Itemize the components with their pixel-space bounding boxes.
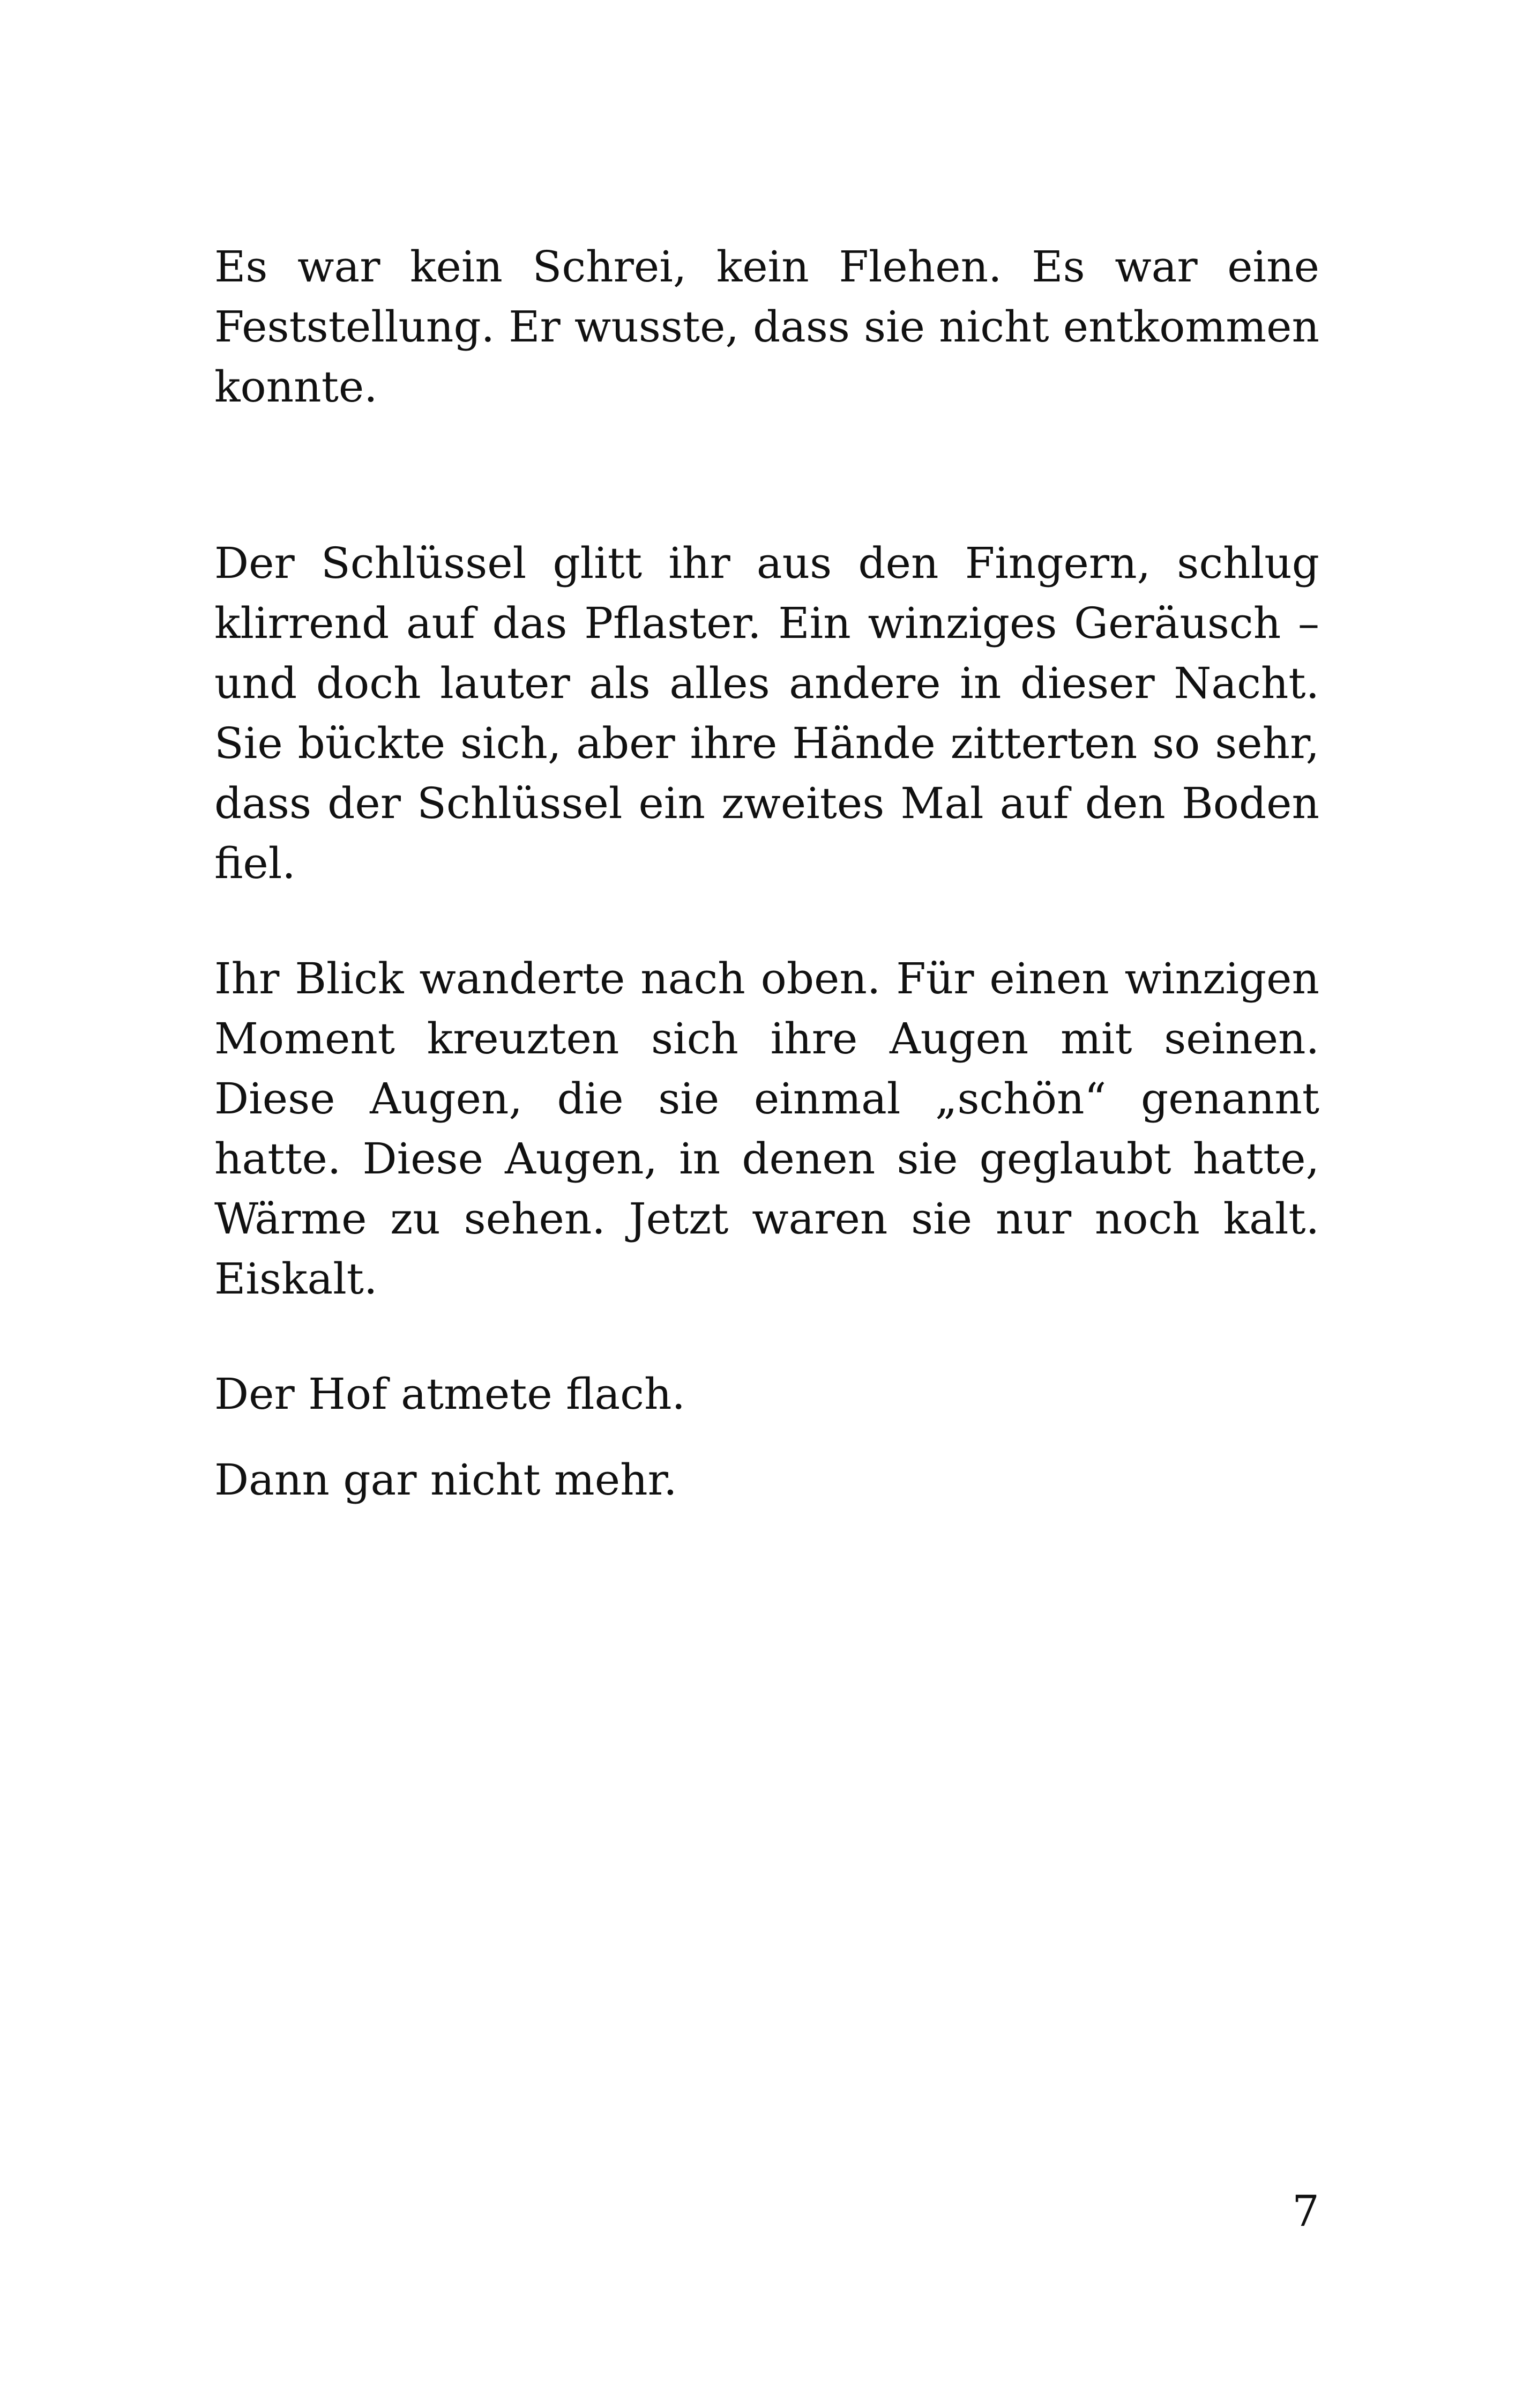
paragraph-4: Der Hof atmete flach. [214, 1369, 685, 1419]
paragraph-3: Ihr Blick wanderte nach oben. Für einen winzigen Moment kreuzten sich ihre Augen mit seinen. Diese Augen, die sie einmal „schön“ genannt hatte. Diese Augen, in denen sie geglaubt hatte, Wärme zu sehen. Jetzt waren sie nur noch kalt. Eiskalt. [214, 954, 1319, 1304]
paragraph-2: Der Schlüssel glitt ihr aus den Fingern, schlug klirrend auf das Pflaster. Ein winziges Geräusch – und doch lauter als alles andere in dieser Nacht. Sie bückte sich, aber ihre Hände zitterten so sehr, dass der Schlüssel ein zweites Mal auf den Boden fiel. [214, 538, 1319, 888]
page-number: 7 [1292, 2186, 1319, 2236]
paragraph-1: Es war kein Schrei, kein Flehen. Es war eine Feststellung. Er wusste, dass sie nicht entkommen konnte. [214, 242, 1319, 412]
paragraph-5: Dann gar nicht mehr. [214, 1455, 677, 1505]
